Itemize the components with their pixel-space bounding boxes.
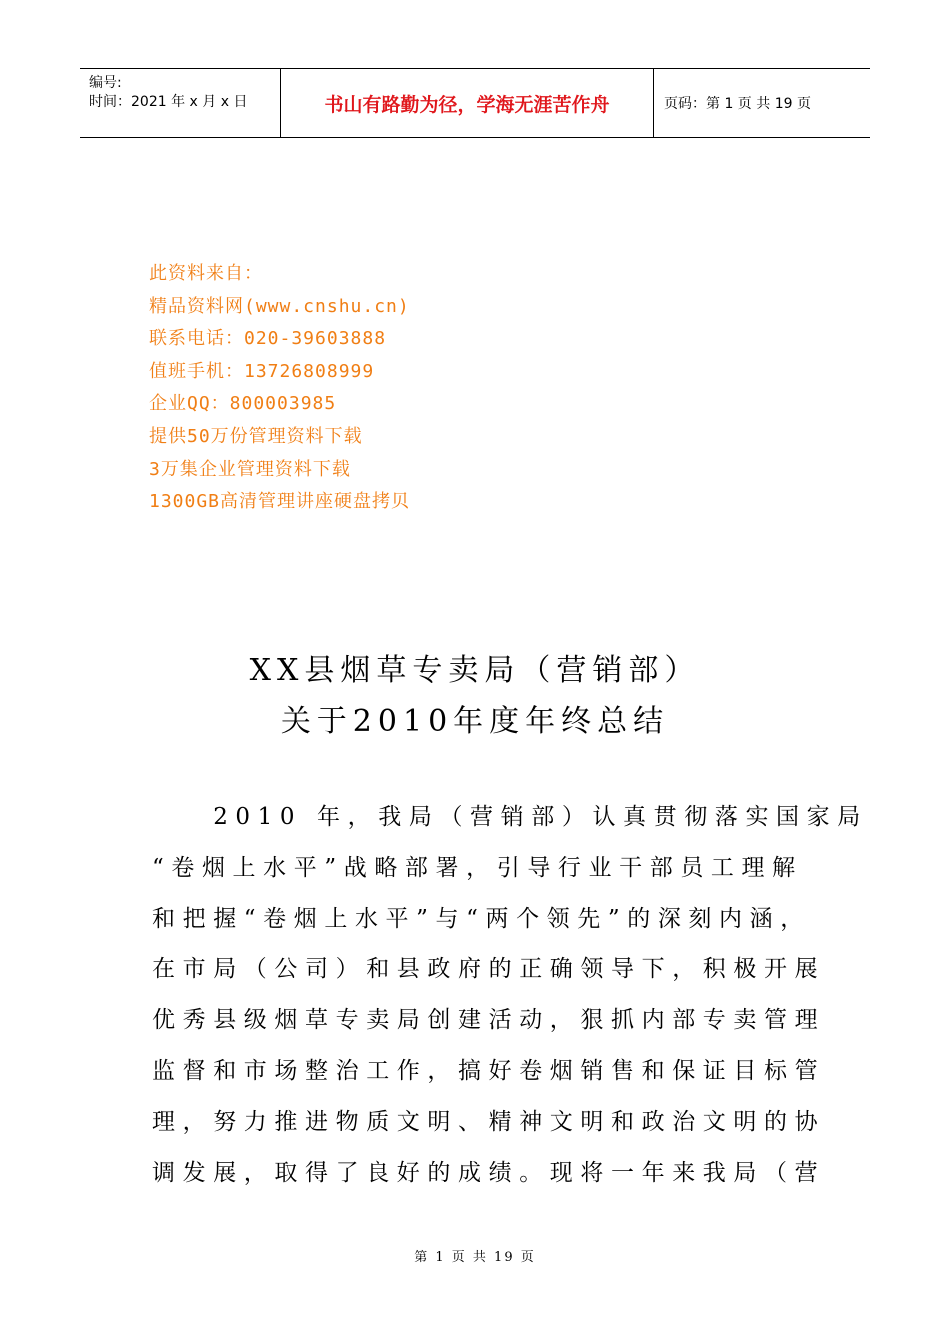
promo-line: 提供50万份管理资料下载 (149, 425, 363, 447)
body-line: 监督和市场整治工作，搞好卷烟销售和保证目标管 (152, 1057, 826, 1084)
body-line: 2010 年，我局（营销部）认真贯彻落实国家局 (152, 804, 868, 830)
promo-line: 联系电话：020-39603888 (149, 328, 387, 350)
document-title-line2: 关于2010年度年终总结 (280, 704, 670, 739)
body-line: 和把握“卷烟上水平”与“两个领先”的深刻内涵， (152, 905, 811, 932)
body-line: “卷烟上水平”战略部署，引导行业干部员工理解 (152, 854, 803, 881)
header-meta-cell (80, 69, 281, 137)
promo-block (149, 258, 410, 519)
promo-line: 此资料来自： (149, 263, 263, 284)
promo-line: 3万集企业管理资料下载 (149, 458, 351, 480)
time-label: 时间：2021 年 x 月 x 日 (89, 94, 248, 110)
page-footer: 第 1 页 共 19 页 (414, 1250, 536, 1265)
motto: 书山有路勤为径，学海无涯苦作舟 (281, 69, 654, 137)
body-line: 调发展，取得了良好的成绩。现将一年来我局（营 (152, 1159, 826, 1186)
body-line: 在市局（公司）和县政府的正确领导下，积极开展 (152, 956, 826, 983)
body-line: 理，努力推进物质文明、精神文明和政治文明的协 (152, 1108, 826, 1135)
number-label: 编号: (89, 75, 122, 91)
promo-line: 值班手机：13726808999 (149, 360, 375, 382)
promo-line: 1300GB高清管理讲座硬盘拷贝 (149, 491, 411, 513)
body-line: 优秀县级烟草专卖局创建活动，狠抓内部专卖管理 (152, 1007, 826, 1034)
body-paragraph (152, 797, 868, 1203)
page-info: 页码：第 1 页 共 19 页 (664, 96, 811, 112)
document-title-line1: XX县烟草专卖局（营销部） (249, 653, 701, 688)
promo-line: 企业QQ：800003985 (149, 393, 337, 415)
promo-line: 精品资料网(www.cnshu.cn) (149, 295, 410, 317)
header-table (80, 68, 870, 138)
